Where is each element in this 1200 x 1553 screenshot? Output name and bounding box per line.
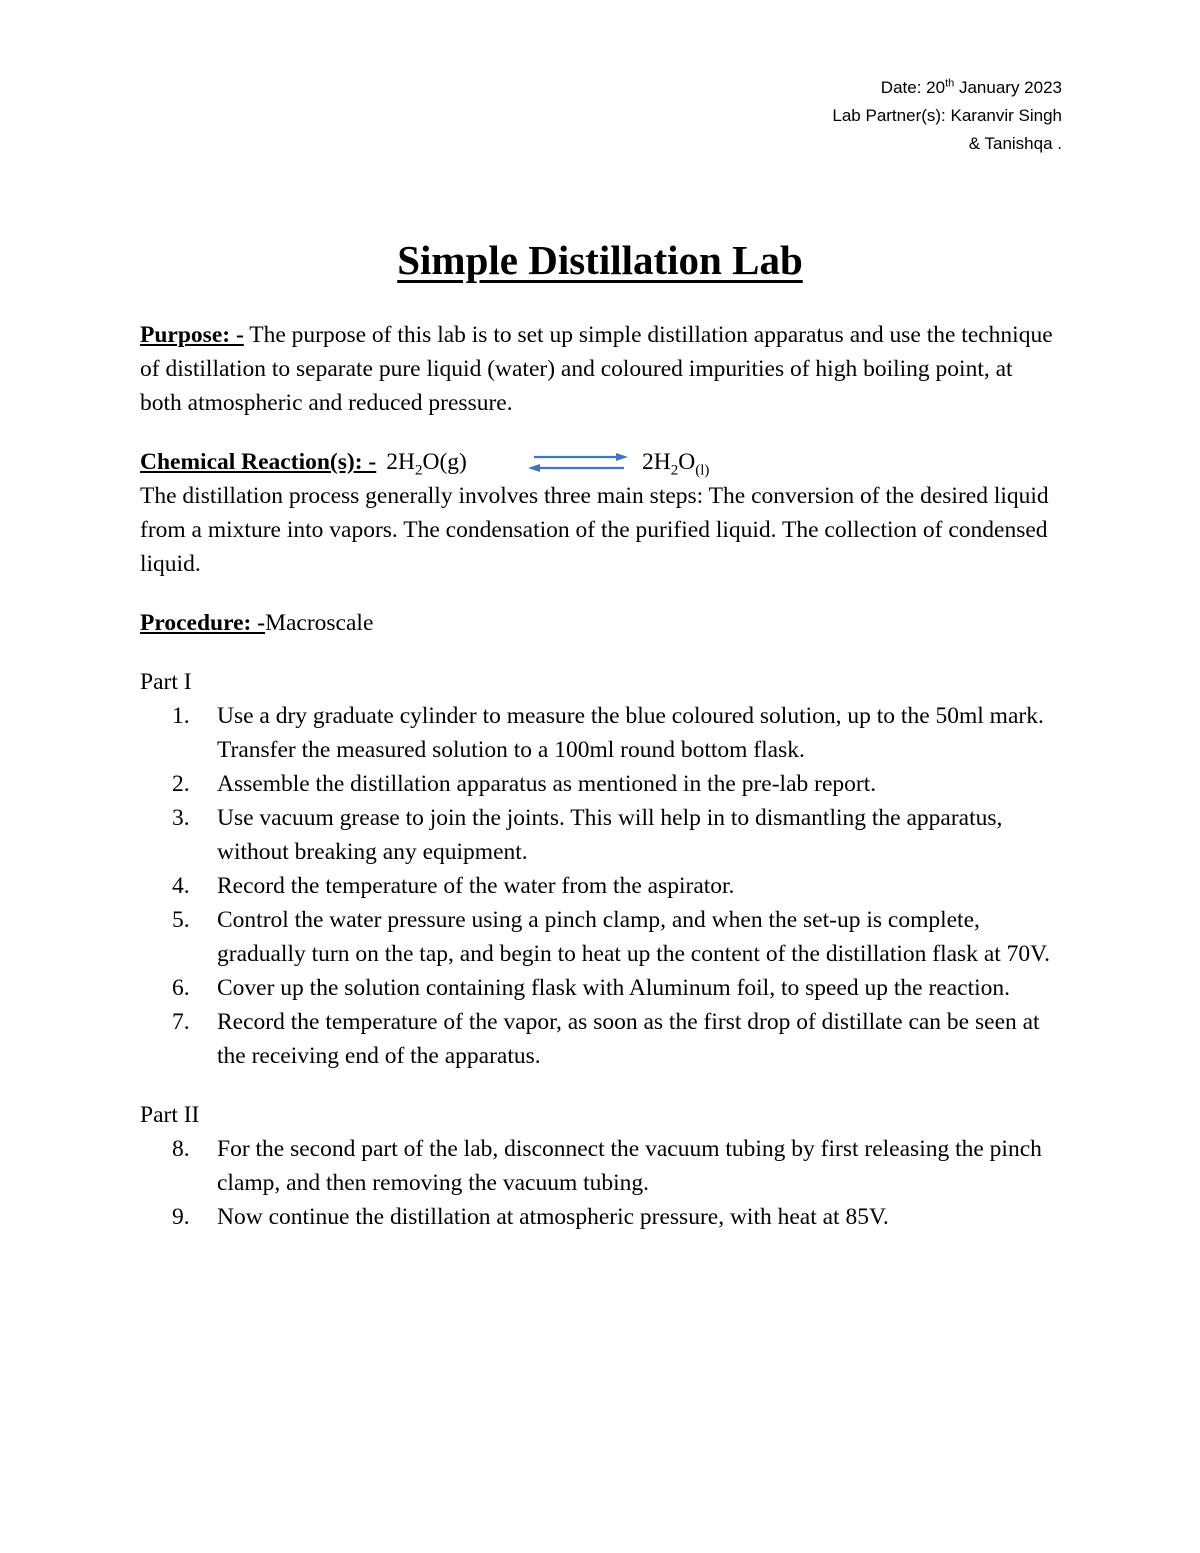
list-item: 7. Record the temperature of the vapor, as soon as the first drop of distillate can be seen at the receiving end of the apparatus. xyxy=(172,1009,1040,1069)
list-item: 2. Assemble the distillation apparatus as mentioned in the pre-lab report. xyxy=(172,771,877,797)
purpose-paragraph xyxy=(140,318,1060,420)
procedure-subtitle: Macroscale xyxy=(265,610,374,636)
list-item: 3. Use vacuum grease to join the joints. This will help in to dismantling the apparatus, without breaking any equipment. xyxy=(172,805,1003,865)
equilibrium-arrows-icon xyxy=(528,453,628,475)
document-body xyxy=(140,318,1060,1234)
procedure-label: Procedure: - xyxy=(140,610,266,636)
page-title: Simple Distillation Lab xyxy=(397,237,803,283)
reactant: $2H_2O(g)$ xyxy=(386,449,467,479)
product: $2H_2O_{(l)}$ xyxy=(642,449,710,479)
reaction-description: The distillation process generally involves three main steps: The conversion of the desired liquid from a mixture into vapors. The condensation of the purified liquid. The collection of condensed liquid. xyxy=(140,483,1049,577)
list-item: 6. Cover up the solution containing flask with Aluminum foil, to speed up the reaction. xyxy=(172,975,1010,1001)
procedure-heading xyxy=(140,606,1060,640)
chemical-reaction-line xyxy=(140,445,1060,479)
list-item: 8. For the second part of the lab, disconnect the vacuum tubing by first releasing the pinch clamp, and then removing the vacuum tubing. xyxy=(172,1136,1042,1196)
part-1-label: Part I xyxy=(140,669,192,695)
document-header xyxy=(832,74,1062,158)
date-line: Date: 20th January 2023 xyxy=(880,77,1062,97)
list-item: 1. Use a dry graduate cylinder to measure the blue coloured solution, up to the 50ml mark. Transfer the measured solution to a 100ml round bottom flask. xyxy=(172,703,1044,763)
list-item: 9. Now continue the distillation at atmospheric pressure, with heat at 85V. xyxy=(172,1204,889,1230)
lab-partners-line-1: Lab Partner(s): Karanvir Singh xyxy=(832,106,1062,125)
list-item: 5. Control the water pressure using a pinch clamp, and when the set-up is complete, gradually turn on the tap, and begin to heat up the content of the distillation flask at 70V. xyxy=(172,907,1050,967)
purpose-text: The purpose of this lab is to set up simple distillation apparatus and use the technique of distillation to separate pure liquid (water) and coloured impurities of high boiling point, at both atmospheric and reduced pressure. xyxy=(140,322,1053,416)
chemical-reaction-label: Chemical Reaction(s): - xyxy=(140,449,377,475)
part-2-label: Part II xyxy=(140,1102,200,1128)
part-2-steps xyxy=(140,1132,1060,1234)
lab-partners-line-2: & Tanishqa . xyxy=(968,134,1062,153)
list-item: 4. Record the temperature of the water from the aspirator. xyxy=(172,873,735,899)
part-1-steps xyxy=(140,699,1060,1073)
purpose-label: Purpose: - xyxy=(140,322,244,348)
